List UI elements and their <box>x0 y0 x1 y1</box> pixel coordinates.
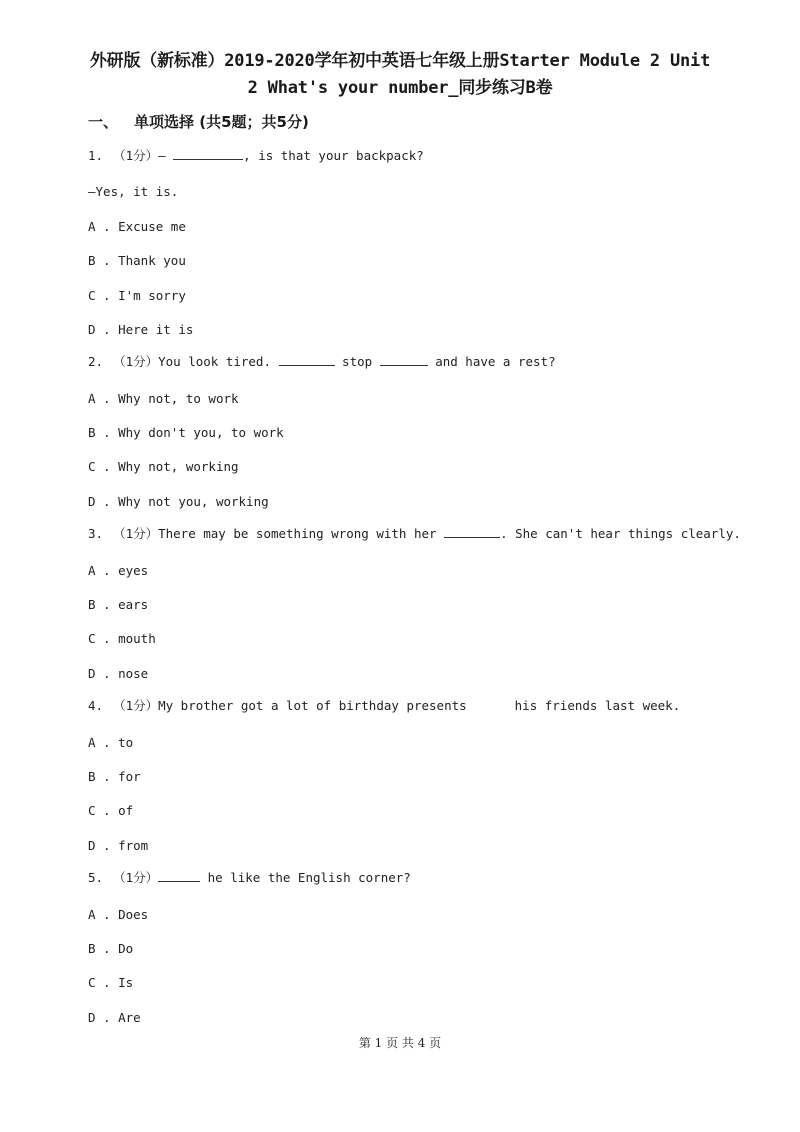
title-line-2: 2 What's your number_同步练习B卷 <box>247 78 553 98</box>
option-text: I'm sorry <box>118 288 186 303</box>
question-2-option-a <box>88 390 239 408</box>
stem-text: My brother got a lot of birthday presents <box>158 698 467 713</box>
document-title <box>60 48 740 102</box>
option-letter: B . <box>88 597 111 612</box>
option-text: Why don't you, to work <box>118 425 284 440</box>
answer-blank <box>444 525 500 538</box>
question-3-option-d <box>88 665 148 683</box>
question-4-option-d <box>88 837 148 855</box>
question-4-option-b <box>88 768 141 786</box>
question-4-stem <box>88 697 680 715</box>
option-letter: B . <box>88 425 111 440</box>
answer-blank <box>380 353 428 366</box>
question-score: （1分） <box>113 698 159 713</box>
option-letter: C . <box>88 459 111 474</box>
question-4-option-c <box>88 802 133 820</box>
option-text: Are <box>118 1010 141 1025</box>
title-line-1: 外研版（新标准）2019-2020学年初中英语七年级上册Starter Module 2 Unit <box>89 51 711 71</box>
section-heading <box>88 112 309 132</box>
option-text: of <box>118 803 134 818</box>
option-letter: B . <box>88 941 111 956</box>
question-1-option-c <box>88 287 186 305</box>
option-letter: C . <box>88 631 111 646</box>
question-number: 4. <box>88 698 104 713</box>
option-letter: D . <box>88 322 111 337</box>
option-letter: C . <box>88 288 111 303</box>
section-number: 一、 <box>88 113 119 131</box>
question-5-option-c <box>88 974 133 992</box>
stem-text: You look tired. <box>158 354 279 369</box>
question-5-option-a <box>88 906 148 924</box>
question-3-option-c <box>88 630 156 648</box>
stem-text: , is that your backpack? <box>243 148 424 163</box>
option-text: ears <box>118 597 149 612</box>
stem-text: . She can't hear things clearly. <box>500 526 741 541</box>
question-number: 1. <box>88 148 104 163</box>
question-1-option-a <box>88 218 186 236</box>
option-letter: C . <box>88 803 111 818</box>
option-letter: A . <box>88 735 111 750</box>
question-number: 5. <box>88 870 104 885</box>
option-letter: B . <box>88 769 111 784</box>
option-text: Do <box>118 941 134 956</box>
option-text: for <box>118 769 141 784</box>
question-score: （1分） <box>113 148 159 163</box>
option-text: Why not, to work <box>118 391 239 406</box>
question-2-option-b <box>88 424 284 442</box>
question-4-option-a <box>88 734 133 752</box>
option-letter: B . <box>88 253 111 268</box>
question-2-option-c <box>88 458 239 476</box>
option-text: Excuse me <box>118 219 186 234</box>
question-3-option-a <box>88 562 148 580</box>
option-text: nose <box>118 666 149 681</box>
option-letter: D . <box>88 494 111 509</box>
answer-blank <box>173 147 243 160</box>
option-letter: D . <box>88 838 111 853</box>
option-text: Thank you <box>118 253 186 268</box>
option-letter: D . <box>88 1010 111 1025</box>
stem-text: his friends last week. <box>514 698 681 713</box>
question-score: （1分） <box>113 526 159 541</box>
option-letter: A . <box>88 563 111 578</box>
option-letter: A . <box>88 391 111 406</box>
option-letter: A . <box>88 219 111 234</box>
section-title: 单项选择 (共5题；共5分) <box>134 113 309 131</box>
question-1-option-d <box>88 321 193 339</box>
question-number: 3. <box>88 526 104 541</box>
option-text: Is <box>118 975 134 990</box>
stem-text: There may be something wrong with her <box>158 526 445 541</box>
stem-text: stop <box>334 354 380 369</box>
option-text: mouth <box>118 631 156 646</box>
question-1-option-b <box>88 252 186 270</box>
option-text: Why not you, working <box>118 494 269 509</box>
option-text: Here it is <box>118 322 194 337</box>
stem-text: and have a rest? <box>427 354 556 369</box>
option-text: from <box>118 838 149 853</box>
question-2-option-d <box>88 493 269 511</box>
question-3-stem <box>88 525 741 543</box>
question-number: 2. <box>88 354 104 369</box>
answer-blank <box>158 869 200 882</box>
question-1-stem <box>88 147 424 165</box>
stem-text: — <box>158 148 174 163</box>
option-letter: D . <box>88 666 111 681</box>
stem-text: he like the English corner? <box>200 870 411 885</box>
question-score: （1分） <box>113 870 159 885</box>
option-text: Why not, working <box>118 459 239 474</box>
question-1-stem-line-2: —Yes, it is. <box>88 184 179 199</box>
question-5-option-b <box>88 940 133 958</box>
page-footer: 第 1 页 共 4 页 <box>358 1036 442 1050</box>
option-text: Does <box>118 907 149 922</box>
option-letter: C . <box>88 975 111 990</box>
option-text: to <box>118 735 134 750</box>
question-5-option-d <box>88 1009 141 1027</box>
question-2-stem <box>88 353 556 371</box>
option-letter: A . <box>88 907 111 922</box>
question-score: （1分） <box>113 354 159 369</box>
question-3-option-b <box>88 596 148 614</box>
option-text: eyes <box>118 563 149 578</box>
answer-blank <box>279 353 335 366</box>
question-5-stem <box>88 869 411 887</box>
